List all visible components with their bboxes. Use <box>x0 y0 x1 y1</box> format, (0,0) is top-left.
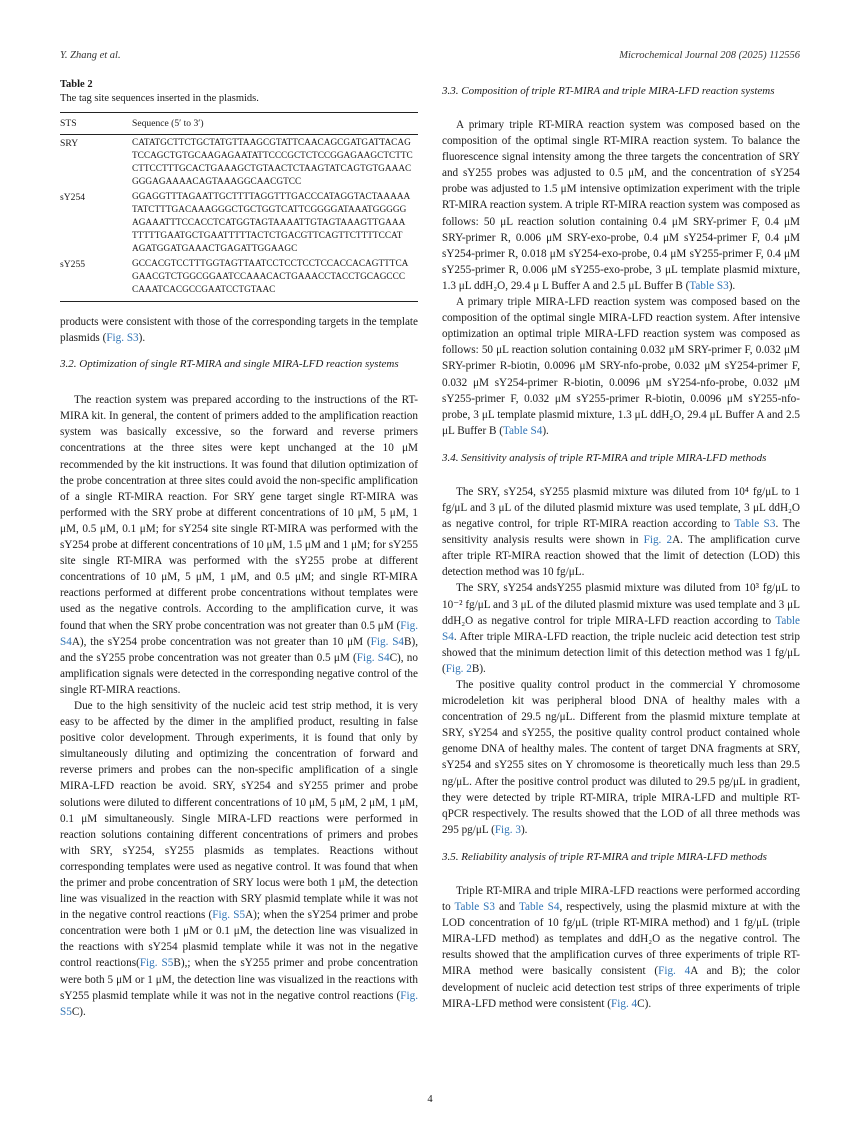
section-heading-3-5: 3.5. Reliability analysis of triple RT-MIRA and triple MIRA-LFD methods <box>442 850 767 863</box>
paragraph-3-2-2: Due to the high sensitivity of the nucleic acid test strip method, it is very easy to be affected by the dimer in the amplified product, resulting in false positive color development. Through experiments, it is found that only by simultaneously diluting and optimizing the concentration of forward and reverse primers and probes can the non-specific amplification of a single MIRA-LFD reaction be avoid. SRY, sY254 and sY255 primer and probe solutions were diluted to different concentrations of 10 μM, 5 μM, 2 μM, 1 μM, 0.1 μM simultaneously. Single MIRA-LFD reactions were performed in reaction solutions containing different concentrations of primers and probes with SRY, sY254, sY255 plasmids as templates. Reactions without corresponding templates were used as negative control. It was found that when the primer and probe concentration of SRY locus were both 1 μM, the detection line was visualized in the reaction with SRY plasmid template while it was not in the negative control reactions (Fig. S5A); when the sY254 primer and probe concentration were both 1 μM or 0.1 μM, the detection line was visualized in the reactions with sY254 plasmid template while it was not in the negative control reactions(Fig. S5B),; when the sY255 primer and probe concentration were both 5 μM or 1 μM, the detection line was visualized in the reactions with sY255 plasmid template while it was not in the negative control reactions (Fig. S5C). <box>60 699 418 1018</box>
table-header-row <box>60 113 418 135</box>
sequence-line: TTTTTGAATGCTGAATTTTTACTCTGACGTTCAGTTCTTTTCCAT <box>132 231 403 241</box>
sequence-line: AGATGGATGAAACTGAGATTGGAAGC <box>132 244 298 254</box>
sequence-line: CAAATCACGCCGAATCCTGTAAC <box>132 285 276 295</box>
left-column <box>60 78 418 1020</box>
sts-cell: sY255 <box>60 256 132 302</box>
fig-link[interactable]: Fig. S5 <box>139 957 174 970</box>
fig-link[interactable]: Fig. 4 <box>658 965 691 978</box>
fig-link[interactable]: Fig. 2 <box>643 534 673 547</box>
fig-link[interactable]: Fig. 3 <box>494 823 521 836</box>
table-row <box>60 256 418 302</box>
paragraph-3-4-1: The SRY, sY254, sY255 plasmid mixture was diluted from 10⁴ fg/μL to 1 fg/μL and 3 μL of the diluted plasmid mixture was used template, 3 μL ddH₂O as negative control, for triple RT-MIRA reaction according to Table S3. The sensitivity analysis results were shown in Fig. 2A. The amplification curve after triple RT-MIRA reaction showed that the limit of detection (LOD) this detection method was 10 fg/μL. <box>442 485 800 579</box>
sequence-line: AGAAATTTCCACCTCATGGTAGTAAAATTGTAGTAAAGTTGAAA <box>132 218 406 228</box>
table-link[interactable]: Table S3 <box>734 518 776 531</box>
sequence-line: TATCTTTGACAAAGGGCTGCTGGTCATTCGGGGATAAATGGGGG <box>132 205 407 215</box>
sequence-cell <box>132 135 418 190</box>
col-header-sts: STS <box>60 113 132 135</box>
table-link[interactable]: Table S3 <box>454 901 495 914</box>
sequence-line: GCCACGTCCTTTGGTAGTTAATCCTCCTCCTCCACCACAGTTTCA <box>132 259 409 269</box>
paragraph-3-4-3: The positive quality control product in the commercial Y chromosome microdeletion kit was peripheral blood DNA of healthy males with a concentration of 29.5 ng/μL. Different from the plasmid mixture template at SRY, sY254 and sY255, the positive quality control product contained whole genome DNA of healthy males. The content of target DNA fragments at SRY, sY254 and sY255 sites on Y chromosome is theoretically much less than 29.5 ng/μL. After the positive control product was diluted to 29.5 pg/μL in gradient, they were detected by triple RT-MIRA, triple MIRA-LFD and multiple RT-qPCR respectively. The results showed that the LOD of all three methods was 295 pg/μL (Fig. 3). <box>442 679 800 836</box>
table-link[interactable]: Table S3 <box>689 279 729 292</box>
fig-link[interactable]: Fig. 2 <box>445 662 472 675</box>
sequence-line: CTTCCTTTGCACTGAAAGCTGTAACTCTAAGTATCAGTGTGAAAC <box>132 164 412 174</box>
fig-link[interactable]: Fig. S3 <box>106 332 139 345</box>
sequence-line: TCCAGCTGTGCAAGAGAATATTCCCGCTCTCCGGAGAAGCTCTTC <box>132 151 413 161</box>
running-header-journal: Microchemical Journal 208 (2025) 112556 <box>619 50 800 61</box>
table-link[interactable]: Table S4 <box>503 424 543 437</box>
paragraph-3-2-1: The reaction system was prepared according to the instructions of the RT-MIRA kit. In general, the content of primers added to the amplification reaction system was basically excessive, so the forward and reverse primers concentrations at the three sites were kept unchanged at the 10 μM recommended by the kit instructions. It was found that dilution optimization of the probe concentration at three sites could avoid the non-specific amplification of a single RT-MIRA reaction. For SRY gene target single RT-MIRA was performed with the SRY probe at different concentrations of 10 μM, 5 μM, 1 μM, 0.5 μM, 0.1 μM; for sY254 site single RT-MIRA was performed with the sY254 probe at different concentrations of 10 μM, 1.5 μM and 1 μM; for sY255 site single RT-MIRA was performed with the sY255 probe at different concentrations of 10 μM, 5 μM, 1 μM, and 0.5 μM; and single RT-MIRA reactions performed at different probe concentrations without templates were used as the negative controls. According to the amplification curve, it was found that when the SRY probe concentration was not greater than 0.5 μM (Fig. S4A), the sY254 probe concentration was not greater than 10 μM (Fig. S4B), and the sY255 probe concentration was not greater than 0.5 μM (Fig. S4C), no amplification signals were detected in the corresponding negative control of the single RT-MIRA reactions. <box>60 394 418 696</box>
paragraph-products: products were consistent with those of the corresponding targets in the template plasmids (Fig. S3). <box>60 316 418 345</box>
sequence-table <box>60 112 418 302</box>
fig-link[interactable]: Fig. S4 <box>370 635 405 648</box>
fig-link[interactable]: Fig. S5 <box>212 909 246 922</box>
fig-link[interactable]: Fig. S4 <box>60 619 418 648</box>
fig-link[interactable]: Fig. S4 <box>356 651 390 664</box>
paragraph-3-3-1: A primary triple RT-MIRA reaction system was composed based on the composition of the optimal single RT-MIRA reaction system. To balance the fluorescence signal intensity among the three targets the concentration of SRY and sY255 probes was adjusted to 0.5 μM, and the concentration of sY254 probe was adjusted to 1.5 μM intensive optimization experiment with the triple RT-MIRA reaction system. A triple RT-MIRA reaction system was composed as follows: 50 μL reaction solution containing 0.4 μM SRY-primer F, 0.4 μM SRY-primer R, 0.006 μM SRY-exo-probe, 0.4 μM sY254-primer F, 0.4 μM sY254-primer R, 0.018 μM sY254-exo-probe, 0.4 μM sY255-primer F, 0.4 μM sY255-primer R, 0.006 μM sY255-exo-probe, 3 μL template plasmid mixture, 1.3 μL ddH₂O, 29.4 μ L Buffer A and 2.5 μL Buffer B (Table S3). <box>442 119 800 292</box>
paragraph-3-5-1: Triple RT-MIRA and triple MIRA-LFD reactions were performed according to Table S3 and Table S4, respectively, using the plasmid mixture at with the LOD concentration of 10 fg/μL (triple RT-MIRA method) and 1 fg/μL (triple MIRA-LFD method) as templates and ddH₂O as the negative control. The results showed that the amplification curves of three experiments of triple RT-MIRA method were basically consistent (Fig. 4A and B); the color development of nucleic acid detection test strips of three experiments of triple MIRA-LFD method were consistent (Fig. 4C). <box>442 884 801 1010</box>
table-link[interactable]: Table S4 <box>442 614 800 643</box>
page-number: 4 <box>427 1094 433 1105</box>
sequence-line: GAACGTCTGGCGGAATCCAAACACTGAAACCTACCTGCAGCCC <box>132 272 406 282</box>
section-heading-3-3: 3.3. Composition of triple RT-MIRA and triple MIRA-LFD reaction systems <box>442 85 775 97</box>
paragraph-3-3-2: A primary triple MIRA-LFD reaction system was composed based on the composition of the optimal single MIRA-LFD reaction system. After intensive optimization an optimal triple MIRA-LFD reaction system was composed as follows: 50 μL reaction solution containing 0.032 μM SRY-primer F, 0.032 μM SRY-primer R-biotin, 0.0096 μM SRY-nfo-probe, 0.032 μM sY254-primer F, 0.032 μM sY254-primer R-biotin, 0.0096 μM sY254-nfo-probe, 0.032 μM sY255-primer F, 0.032 μM sY255-primer R-biotin, 0.0096 μM sY255-nfo-probe, 3 μL template plasmid mixture, 1.3 μL ddH₂O, 29.4 μL Buffer A and 2.5 μL Buffer B (Table S4). <box>442 296 800 437</box>
sequence-cell <box>132 256 418 302</box>
table-title: Table 2 <box>60 79 93 90</box>
sts-cell: sY254 <box>60 192 86 203</box>
table-body <box>60 135 418 302</box>
running-header-authors: Y. Zhang et al. <box>60 50 121 61</box>
fig-link[interactable]: Fig. 4 <box>611 997 638 1010</box>
right-column <box>442 84 800 1012</box>
sequence-line: GGAGGTTTAGAATTGCTTTTAGGTTTGACCCATAGGTACTAAAAA <box>132 192 411 202</box>
table-row <box>60 135 418 190</box>
sequence-cell <box>132 189 418 256</box>
table-link[interactable]: Table S4 <box>518 901 560 914</box>
col-header-sequence: Sequence (5′ to 3′) <box>132 113 418 135</box>
fig-link[interactable]: Fig. S5 <box>60 989 418 1018</box>
sts-cell: SRY <box>60 138 79 149</box>
sequence-line: CATATGCTTCTGCTATGTTAAGCGTATTCAACAGCGATGATTACAG <box>132 138 411 148</box>
sequence-line: GGGAGAAAACAGTAAAGGCAACGTCC <box>132 177 302 187</box>
table-row <box>60 189 418 256</box>
section-heading-3-4: 3.4. Sensitivity analysis of triple RT-MIRA and triple MIRA-LFD methods <box>442 451 767 464</box>
section-heading-3-2: 3.2. Optimization of single RT-MIRA and single MIRA-LFD reaction systems <box>60 358 399 371</box>
table-caption: The tag site sequences inserted in the plasmids. <box>60 93 259 104</box>
paragraph-3-4-2: The SRY, sY254 andsY255 plasmid mixture was diluted from 10³ fg/μL to 10⁻² fg/μL and 3 μL of the diluted plasmid mixture was used template and 3 μL ddH₂O as negative control for triple MIRA-LFD reaction according to Table S4. After triple MIRA-LFD reaction, the triple nucleic acid detection test strip showed that the minimum detection limit of this detection method was 1 fg/μL (Fig. 2B). <box>442 582 800 675</box>
